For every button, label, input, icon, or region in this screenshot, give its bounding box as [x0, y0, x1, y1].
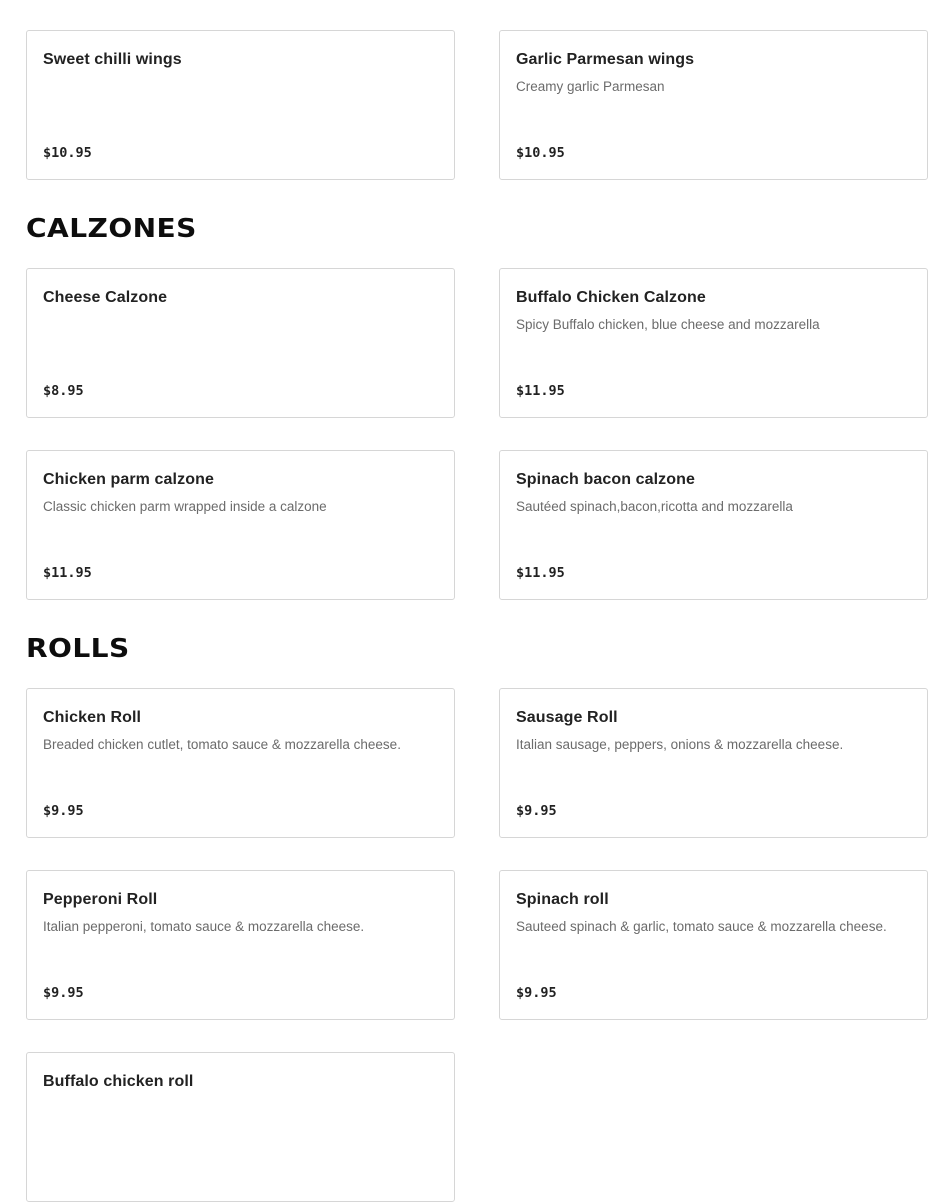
menu-item-description: Spicy Buffalo chicken, blue cheese and mozzarella — [516, 317, 820, 332]
section-title-calzones: CALZONES — [26, 214, 197, 244]
menu-item-card[interactable] — [499, 450, 928, 600]
menu-item-name: Cheese Calzone — [43, 289, 168, 306]
menu-item-price: $10.95 — [43, 145, 92, 161]
menu-item-card[interactable] — [499, 268, 928, 418]
menu-item-price: $9.95 — [43, 803, 84, 819]
menu-item-name: Chicken parm calzone — [43, 471, 214, 488]
menu-item-price: $11.95 — [516, 383, 565, 399]
menu-item-price: $11.95 — [43, 565, 92, 581]
menu-item-card[interactable] — [26, 870, 455, 1020]
menu-item-price: $9.95 — [43, 985, 84, 1001]
menu-item-name: Chicken Roll — [43, 709, 142, 726]
menu-item-price: $8.95 — [43, 383, 84, 399]
menu-item-name: Buffalo Chicken Calzone — [516, 289, 706, 306]
menu-item-description: Sautéed spinach,bacon,ricotta and mozzarella — [516, 499, 793, 514]
menu-item-card[interactable] — [26, 450, 455, 600]
menu-item-price: $10.95 — [516, 145, 565, 161]
menu-item-name: Sweet chilli wings — [43, 51, 182, 68]
menu-page — [26, 30, 928, 1202]
menu-item-card[interactable] — [499, 688, 928, 838]
menu-item-description: Breaded chicken cutlet, tomato sauce & mozzarella cheese. — [43, 737, 401, 752]
menu-item-description: Italian sausage, peppers, onions & mozzarella cheese. — [516, 737, 844, 752]
menu-item-card[interactable] — [26, 268, 455, 418]
menu-item-price: $9.95 — [516, 803, 557, 819]
menu-item-name: Sausage Roll — [516, 709, 618, 726]
menu-item-card[interactable] — [26, 688, 455, 838]
menu-item-name: Pepperoni Roll — [43, 891, 158, 908]
menu-item-card[interactable] — [499, 30, 928, 180]
section-title-rolls: ROLLS — [26, 634, 130, 664]
menu-item-name: Garlic Parmesan wings — [516, 51, 695, 68]
menu-item-description: Italian pepperoni, tomato sauce & mozzarella cheese. — [43, 919, 365, 934]
menu-item-description: Creamy garlic Parmesan — [516, 79, 665, 94]
menu-section-rolls — [26, 688, 928, 1202]
menu-item-card[interactable] — [26, 30, 455, 180]
menu-item-name: Spinach bacon calzone — [516, 471, 696, 488]
menu-item-card[interactable] — [499, 870, 928, 1020]
menu-item-name: Spinach roll — [516, 891, 609, 908]
menu-item-price: $9.95 — [516, 985, 557, 1001]
menu-item-description: Classic chicken parm wrapped inside a calzone — [43, 499, 327, 514]
menu-item-description: Sauteed spinach & garlic, tomato sauce & mozzarella cheese. — [516, 919, 887, 934]
menu-item-name: Buffalo chicken roll — [43, 1073, 194, 1090]
menu-section-calzones — [26, 268, 928, 600]
menu-section-wings — [26, 30, 928, 180]
menu-item-price: $11.95 — [516, 565, 565, 581]
menu-item-card[interactable] — [26, 1052, 455, 1202]
